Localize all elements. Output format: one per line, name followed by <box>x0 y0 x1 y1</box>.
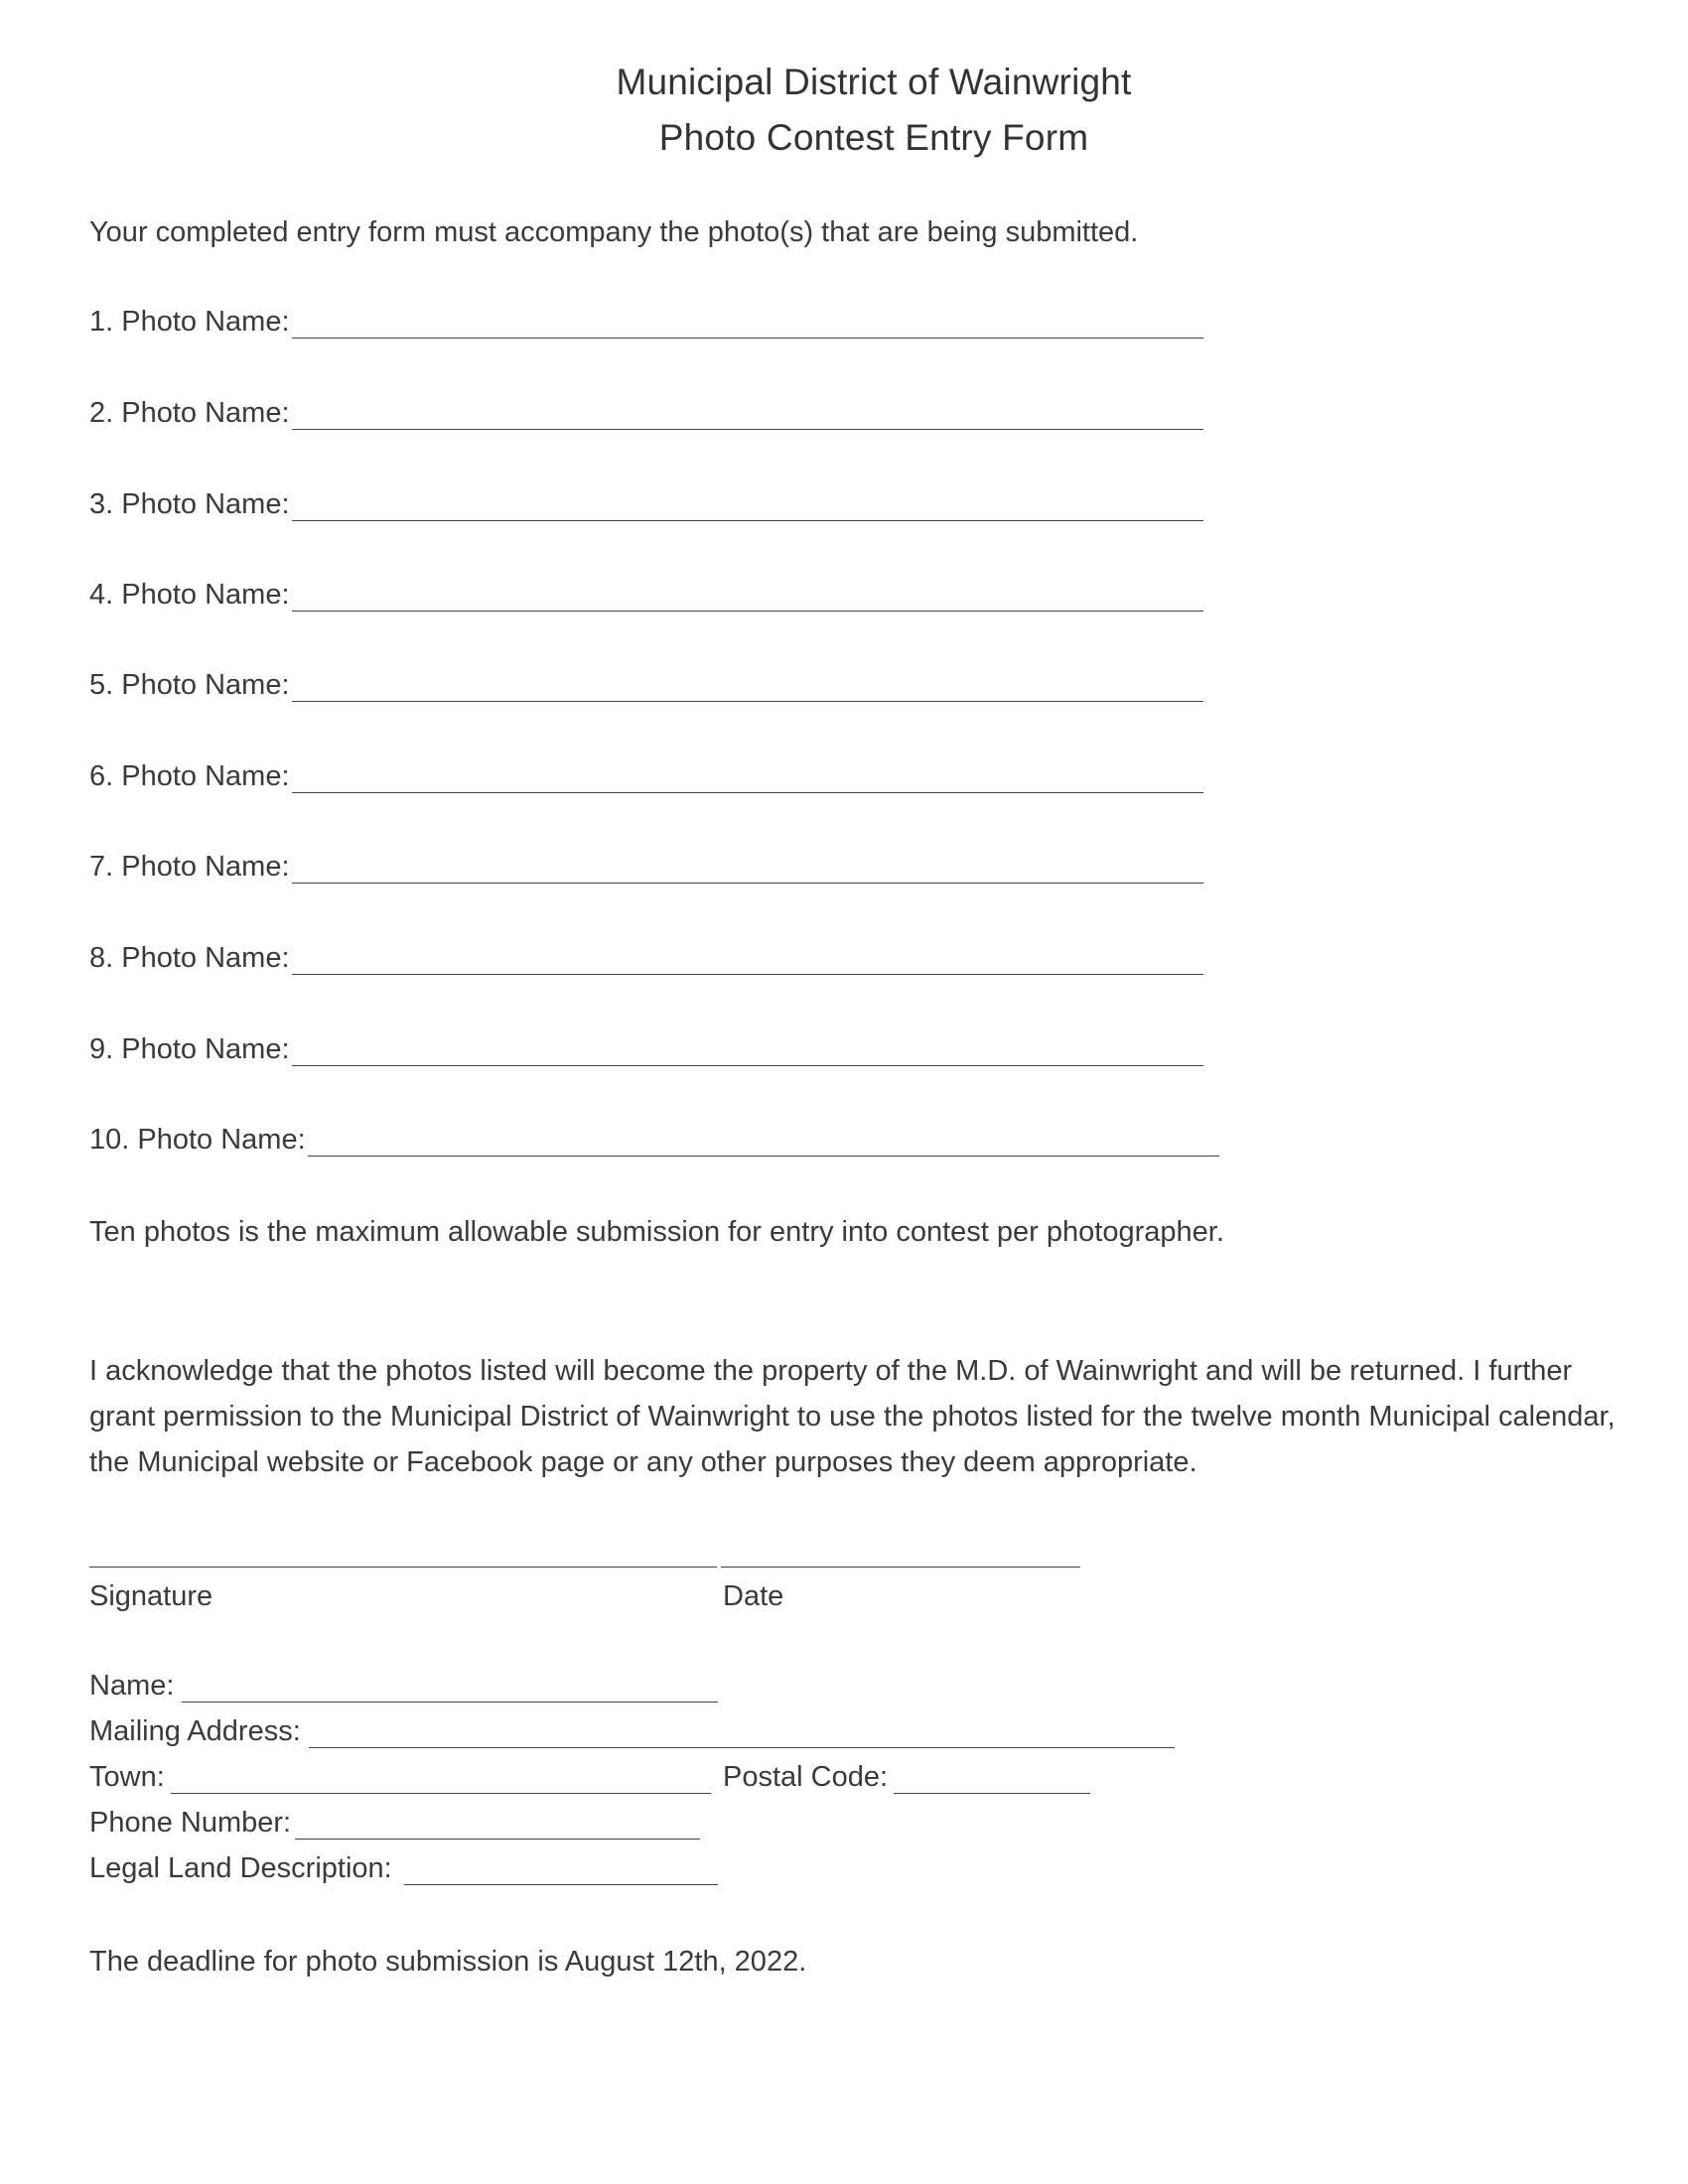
photo-name-input[interactable] <box>292 667 1203 702</box>
photo-name-label: 5. Photo Name: <box>89 669 290 701</box>
legal-land-input[interactable] <box>404 1850 718 1885</box>
document-subtitle: Photo Contest Entry Form <box>658 117 1089 158</box>
photo-name-field-10[interactable] <box>89 1122 1219 1157</box>
postal-code-input[interactable] <box>894 1759 1090 1794</box>
signature-label: Signature <box>89 1580 213 1612</box>
photo-name-field-3[interactable] <box>89 486 1203 521</box>
photo-name-label: 7. Photo Name: <box>89 851 290 883</box>
date-line[interactable] <box>721 1567 1080 1568</box>
photo-name-input[interactable] <box>308 1122 1219 1157</box>
town-label: Town: <box>89 1761 165 1793</box>
photo-name-input[interactable] <box>292 486 1203 521</box>
photo-name-label: 3. Photo Name: <box>89 488 290 520</box>
photo-name-input[interactable] <box>292 940 1203 975</box>
mailing-address-input[interactable] <box>309 1713 1175 1748</box>
photo-name-label: 10. Photo Name: <box>89 1124 306 1156</box>
photo-name-label: 1. Photo Name: <box>89 306 290 338</box>
intro-text: Your completed entry form must accompany the photo(s) that are being submitted. <box>89 216 1139 248</box>
photo-name-field-6[interactable] <box>89 758 1203 793</box>
name-field[interactable] <box>89 1668 718 1703</box>
legal-land-label: Legal Land Description: <box>89 1852 392 1884</box>
max-submission-note: Ten photos is the maximum allowable submission for entry into contest per photographer. <box>89 1216 1224 1248</box>
postal-code-label: Postal Code: <box>723 1761 889 1793</box>
mailing-address-field[interactable] <box>89 1713 1175 1748</box>
photo-name-input[interactable] <box>292 1031 1203 1066</box>
name-input[interactable] <box>182 1668 718 1703</box>
photo-name-input[interactable] <box>292 849 1203 884</box>
photo-name-field-1[interactable] <box>89 304 1203 339</box>
photo-name-label: 4. Photo Name: <box>89 579 290 611</box>
date-label: Date <box>723 1580 784 1612</box>
town-input[interactable] <box>171 1759 711 1794</box>
signature-line[interactable] <box>89 1567 717 1568</box>
photo-name-input[interactable] <box>292 395 1203 430</box>
photo-name-label: 6. Photo Name: <box>89 760 290 792</box>
acknowledgement-text: I acknowledge that the photos listed will become the property of the M.D. of Wainwright and will be returned. I further grant permission to the Municipal District of Wainwright to use the photos listed for the twelve month Municipal calendar, the Municipal website or Facebook page or any other purposes they deem appropriate. <box>89 1355 1616 1478</box>
photo-name-field-7[interactable] <box>89 849 1203 884</box>
deadline-text: The deadline for photo submission is August 12th, 2022. <box>89 1946 807 1978</box>
phone-number-label: Phone Number: <box>89 1807 292 1839</box>
photo-name-field-5[interactable] <box>89 667 1203 702</box>
name-label: Name: <box>89 1670 175 1702</box>
phone-number-field[interactable] <box>89 1805 700 1840</box>
mailing-address-label: Mailing Address: <box>89 1715 301 1747</box>
document-title: Municipal District of Wainwright <box>616 62 1132 102</box>
photo-name-field-8[interactable] <box>89 940 1203 975</box>
photo-name-label: 9. Photo Name: <box>89 1033 290 1065</box>
photo-name-label: 8. Photo Name: <box>89 942 290 974</box>
postal-code-field[interactable] <box>723 1759 1090 1794</box>
legal-land-field[interactable] <box>89 1850 718 1885</box>
phone-number-input[interactable] <box>295 1805 700 1840</box>
photo-name-field-9[interactable] <box>89 1031 1203 1066</box>
town-field[interactable] <box>89 1759 711 1794</box>
photo-name-input[interactable] <box>292 577 1203 612</box>
photo-name-input[interactable] <box>292 304 1203 339</box>
photo-name-field-2[interactable] <box>89 395 1203 430</box>
photo-name-input[interactable] <box>292 758 1203 793</box>
photo-name-field-4[interactable] <box>89 577 1203 612</box>
photo-name-label: 2. Photo Name: <box>89 397 290 429</box>
